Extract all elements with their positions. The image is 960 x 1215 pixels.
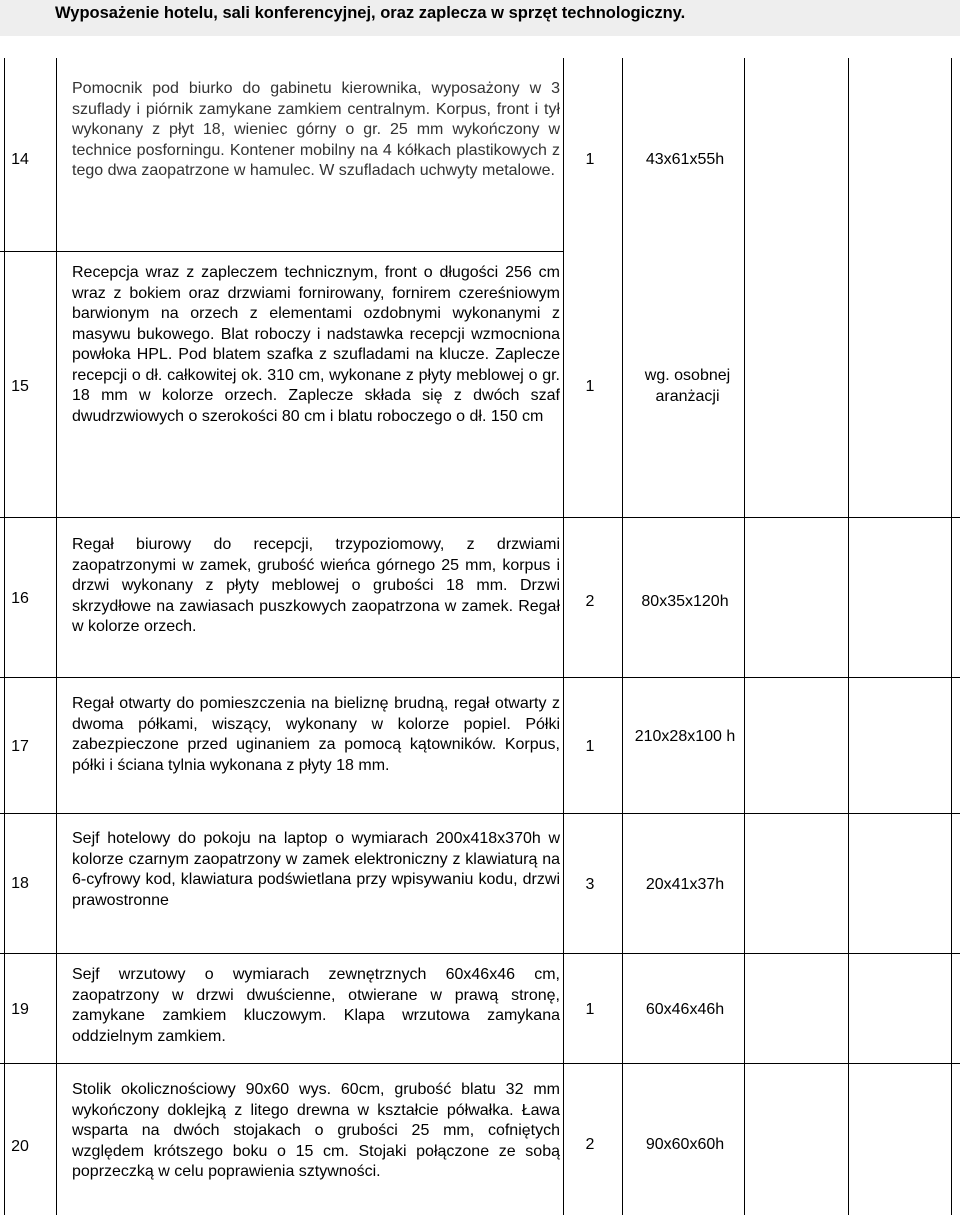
row-dimensions: 90x60x60h [645, 1136, 725, 1153]
table-rule [563, 58, 564, 1215]
row-description: Recepcja wraz z zapleczem technicznym, front o długości 256 cm wraz z bokiem oraz drzwiami fornirowany, fornirem czereśniowym barwionym na orzech z elementami ozdobnymi wykonanymi z masywu bukowego. Blat roboczy i nadstawka recepcji wzmocniona powłoka HPL. Pod blatem szafka z szufladami na klucze. Zaplecze recepcji o dł. całkowitej ok. 310 cm, wykonane z płyty meblowej o gr. 18 mm w kolorze orzech. Zaplecze składa się z dwóch szaf dwudrzwiowych o szerokości 80 cm i blatu roboczego o dł. 150 cm [72, 264, 560, 425]
table-rule [951, 58, 952, 1215]
table-rule [4, 58, 5, 1215]
row-number: 17 [11, 738, 29, 755]
row-dimensions: 80x35x120h [641, 593, 729, 610]
row-number: 20 [11, 1138, 29, 1155]
row-quantity: 2 [585, 593, 595, 610]
table-rule [0, 953, 960, 954]
table-rule [622, 58, 623, 1215]
row-description: Regał otwarty do pomieszczenia na bieliznę brudną, regał otwarty z dwoma półkami, wiszący, wykonany w kolorze popiel. Półki zabezpieczone przed uginaniem za pomocą kątowników. Korpus, półki i ściana tylnia wykonana z płyty 18 mm. [72, 695, 560, 774]
table-rule [0, 517, 960, 518]
row-quantity: 2 [585, 1136, 595, 1153]
row-quantity: 1 [585, 738, 595, 755]
row-dimensions: wg. osobnej aranżacji [644, 367, 731, 405]
row-number: 19 [11, 1001, 29, 1018]
row-quantity: 3 [585, 876, 595, 893]
row-description: Sejf wrzutowy o wymiarach zewnętrznych 60x46x46 cm, zaopatrzony w drzwi dwuścienne, otwierane w prawą stronę, zamykane zamkiem kluczowym. Klapa wrzutowa zamykana oddzielnym zamkiem. [72, 966, 560, 1045]
table-rule [0, 251, 563, 252]
table-rule [0, 677, 960, 678]
row-number: 14 [11, 151, 29, 168]
row-dimensions: 60x46x46h [645, 1001, 725, 1018]
row-number: 16 [11, 590, 29, 607]
row-quantity: 1 [585, 151, 595, 168]
table-rule [744, 58, 745, 1215]
row-dimensions: 20x41x37h [645, 876, 725, 893]
row-quantity: 1 [585, 378, 595, 395]
row-description: Sejf hotelowy do pokoju na laptop o wymiarach 200x418x370h w kolorze czarnym zaopatrzony w zamek elektroniczny z klawiaturą na 6-cyfrowy kod, klawiatura podświetlana przy wpisywaniu kodu, drzwi prawostronne [72, 830, 560, 909]
row-dimensions: 43x61x55h [645, 151, 725, 168]
table-rule [56, 58, 57, 1215]
row-number: 15 [11, 378, 29, 395]
table-rule [0, 813, 960, 814]
table-rule [848, 58, 849, 1215]
row-description: Stolik okolicznościowy 90x60 wys. 60cm, grubość blatu 32 mm wykończony doklejką z litego drewna w kształcie półwałka. Ława wsparta na dwóch stojakach o grubości 25 mm, cofniętych względem krótszego boku o 15 cm. Stojaki połączone ze sobą poprzeczką w celu poprawienia sztywności. [72, 1081, 560, 1180]
row-quantity: 1 [585, 1001, 595, 1018]
row-description: Regał biurowy do recepcji, trzypoziomowy, z drzwiami zaopatrzonymi w zamek, grubość wieńca górnego 25 mm, korpus i drzwi wykonany z płyty meblowej o grubości 18 mm. Drzwi skrzydłowe na zawiasach puszkowych zaopatrzona w zamek. Regał w kolorze orzech. [72, 536, 560, 635]
row-description: Pomocnik pod biurko do gabinetu kierownika, wyposażony w 3 szuflady i piórnik zamykane zamkiem centralnym. Korpus, front i tył wykonany z płyt 18, wieniec górny o gr. 25 mm wykończony w technice posforningu. Kontener mobilny na 4 kółkach plastikowych z tego dwa zaopatrzone w hamulec. W szufladach uchwyty metalowe. [72, 80, 560, 179]
row-dimensions: 210x28x100 h [634, 728, 736, 745]
table-rule [0, 1063, 960, 1064]
page-title: Wyposażenie hotelu, sali konferencyjnej, oraz zaplecza w sprzęt technologiczny. [55, 4, 686, 22]
row-number: 18 [11, 875, 29, 892]
